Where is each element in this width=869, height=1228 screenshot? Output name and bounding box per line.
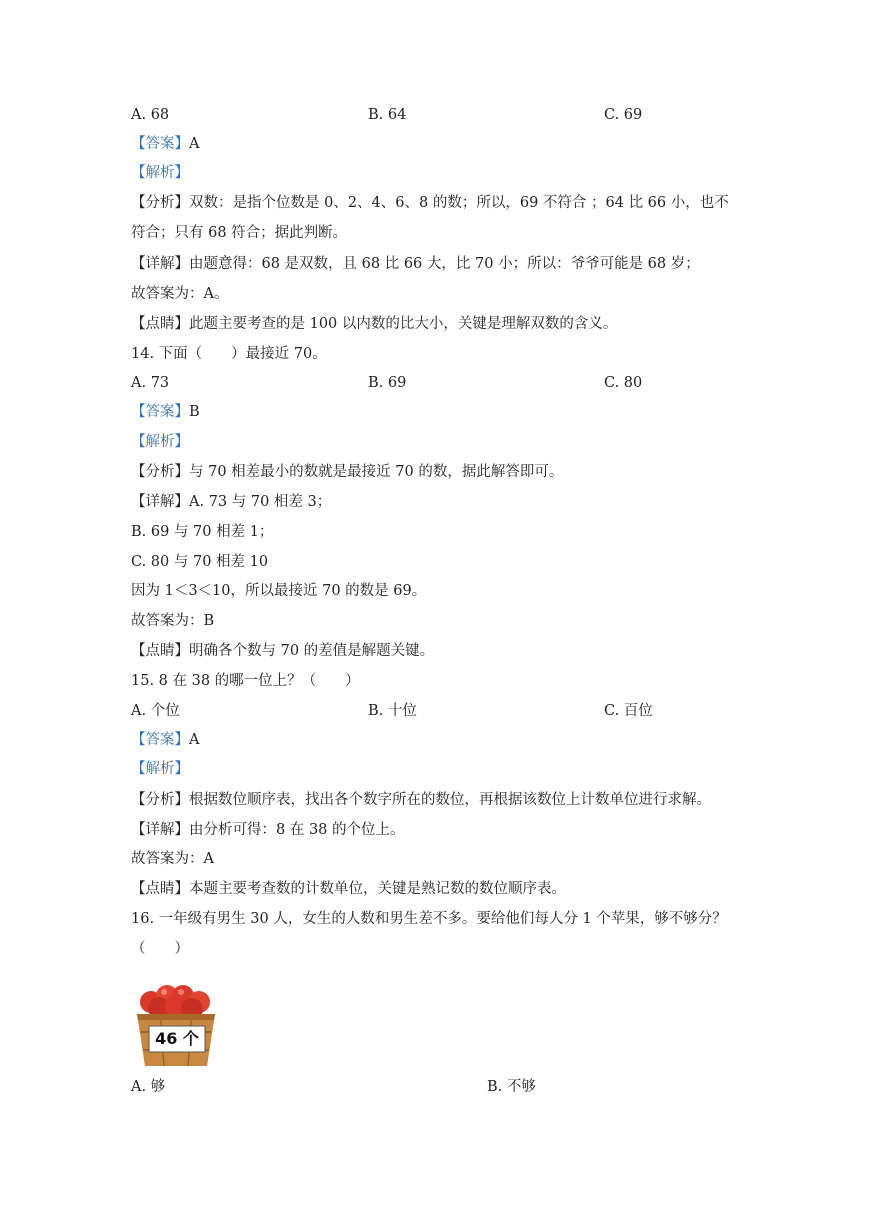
- q15-conclusion: 故答案为：A: [131, 851, 214, 867]
- apple-basket-icon: [131, 980, 221, 1070]
- q14-fenxi: 【分析】与 70 相差最小的数就是最接近 70 的数，据此解答即可。: [131, 464, 564, 480]
- q13-xiangjie: 【详解】由题意得：68 是双数，且 68 比 66 大，比 70 小；所以：爷爷可能是 68 岁；: [131, 256, 700, 272]
- q15-answer: 【答案】A: [131, 732, 200, 748]
- q13-analysis-tag: 【解析】: [131, 165, 189, 181]
- q14-answer: 【答案】B: [131, 404, 200, 420]
- q13-conclusion: 故答案为：A。: [131, 286, 229, 302]
- q14-line-c: C. 80 与 70 相差 10: [131, 554, 269, 570]
- q14-question: 14. 下面（ ）最接近 70。: [131, 346, 327, 362]
- q14-conclusion: 故答案为：B: [131, 613, 215, 629]
- q14-xiangjie: 【详解】A. 73 与 70 相差 3；: [131, 494, 332, 510]
- q15-question: 15. 8 在 38 的哪一位上？（ ）: [131, 673, 360, 689]
- q15-dianjing: 【点睛】本题主要考查数的计数单位，关键是熟记数的数位顺序表。: [131, 881, 566, 897]
- q15-option-a: A. 个位: [131, 703, 180, 719]
- q16-question: 16. 一年级有男生 30 人，女生的人数和男生差不多。要给他们每人分 1 个苹果，够不够分？: [131, 911, 727, 927]
- basket-label: 46 个: [155, 1029, 199, 1048]
- q15-option-b: B. 十位: [368, 703, 417, 719]
- q16-option-b: B. 不够: [487, 1079, 536, 1095]
- q13-dianjing: 【点睛】此题主要考查的是 100 以内数的比大小，关键是理解双数的含义。: [131, 316, 618, 332]
- q14-option-a: A. 73: [131, 375, 170, 391]
- q14-option-c: C. 80: [604, 375, 643, 391]
- q16-paren: （ ）: [131, 941, 189, 957]
- q14-because: 因为 1＜3＜10，所以最接近 70 的数是 69。: [131, 583, 427, 599]
- q13-fenxi: 【分析】双数：是指个位数是 0、2、4、6、8 的数；所以，69 不符合 ；64 比 66 小，也不: [131, 195, 729, 211]
- q14-dianjing: 【点睛】明确各个数与 70 的差值是解题关键。: [131, 643, 435, 659]
- q13-option-c: C. 69: [604, 107, 643, 123]
- q13-option-a: A. 68: [131, 107, 170, 123]
- q13-option-b: B. 64: [368, 107, 407, 123]
- q15-fenxi: 【分析】根据数位顺序表，找出各个数字所在的数位，再根据该数位上计数单位进行求解。: [131, 792, 711, 808]
- q16-option-a: A. 够: [131, 1079, 166, 1095]
- q15-option-c: C. 百位: [604, 703, 653, 719]
- apple-basket-image: [131, 980, 221, 1070]
- q14-option-b: B. 69: [368, 375, 407, 391]
- q13-answer: 【答案】A: [131, 136, 200, 152]
- q14-line-b: B. 69 与 70 相差 1；: [131, 524, 274, 540]
- q13-fenxi-cont: 符合；只有 68 符合；据此判断。: [131, 225, 348, 241]
- q14-analysis-tag: 【解析】: [131, 434, 189, 450]
- q15-analysis-tag: 【解析】: [131, 761, 189, 777]
- q15-xiangjie: 【详解】由分析可得：8 在 38 的个位上。: [131, 822, 405, 838]
